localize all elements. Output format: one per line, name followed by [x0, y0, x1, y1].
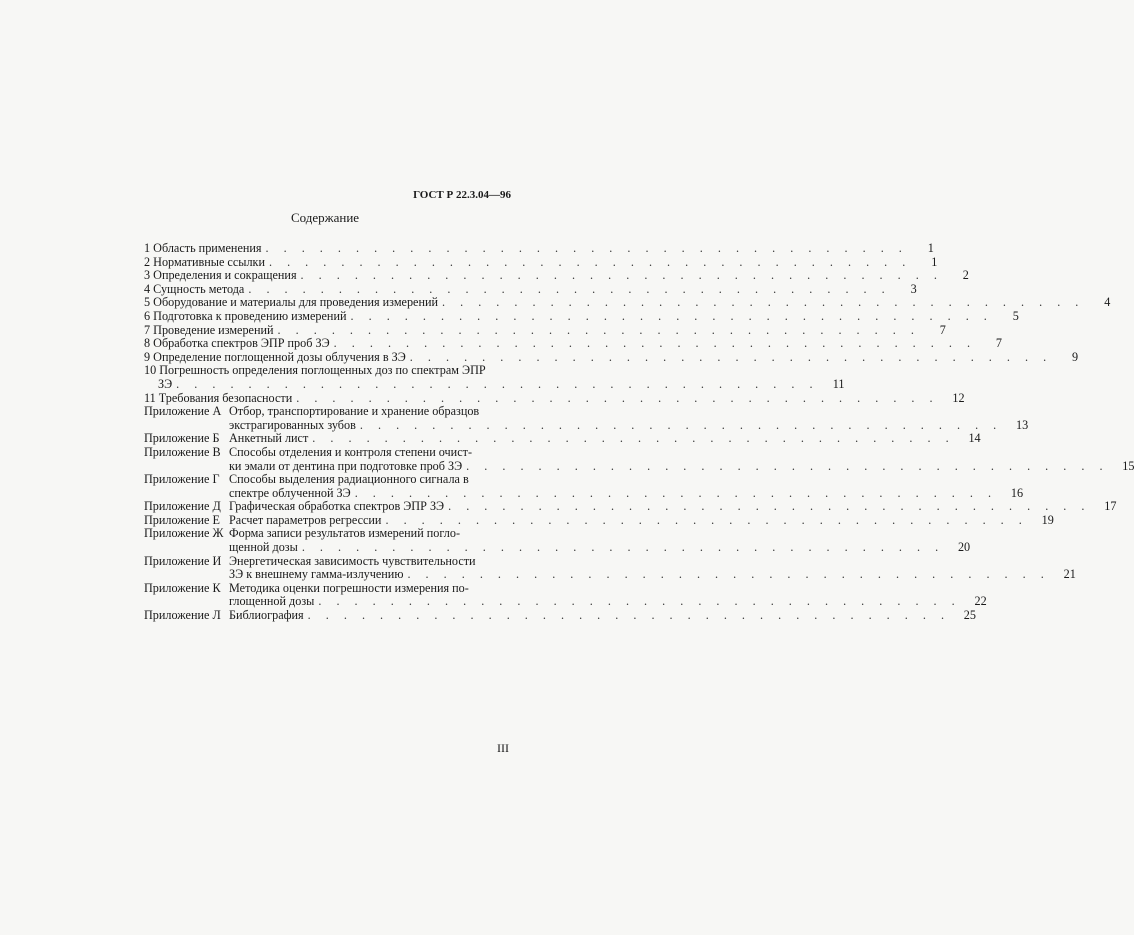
page-title: Содержание: [290, 210, 360, 225]
toc-entry-label: [144, 364, 486, 378]
toc-entry[interactable]: [144, 444, 1134, 473]
toc-entry-text: 8 Обработка спектров ЭПР проб ЗЭ: [144, 336, 330, 351]
toc-page-number: 7: [939, 322, 946, 337]
toc-entry[interactable]: [144, 404, 1029, 432]
leader-dots: . . . . . . . . . . . . . . . . . . . . . . . . . . . . . . . . . . . .: [268, 254, 912, 269]
leader-dots: . . . . . . . . . . . . . . . . . . . . . . . . . . . . . . . . . . . .: [296, 390, 939, 405]
leader-dots: . . . . . . . . . . . . . . . . . . . . . . . . . . . . . . . . . . . .: [176, 376, 819, 391]
appendix-prefix: Приложение Д: [144, 499, 221, 514]
toc-entry-text: Форма записи результатов измерений погло-: [229, 526, 461, 541]
toc-entry-label: [144, 514, 381, 528]
toc-page-number: 12: [952, 390, 965, 405]
leader-dots: . . . . . . . . . . . . . . . . . . . . . . . . . . . . . . . . . . . .: [301, 540, 945, 555]
toc-entry-text: 2 Нормативные ссылки: [144, 254, 265, 269]
toc-entry[interactable]: [144, 608, 976, 623]
toc-entry-text: 7 Проведение измерений: [144, 322, 274, 337]
toc-page-number: 19: [1041, 512, 1054, 527]
toc-page-number: 9: [1072, 349, 1079, 364]
toc-entry-label: [144, 500, 444, 514]
toc-entry-label: [144, 432, 308, 446]
toc-page-number: 7: [995, 336, 1002, 351]
toc-entry[interactable]: [144, 281, 917, 297]
leader-dots: . . . . . . . . . . . . . . . . . . . . . . . . . . . . . . . . . . . .: [448, 499, 1091, 514]
toc-entry[interactable]: [144, 390, 965, 406]
toc-entry[interactable]: [144, 349, 1079, 365]
appendix-prefix: Приложение Ж: [144, 526, 224, 541]
toc-entry-label: [144, 351, 406, 365]
toc-entry-text-continued: глощенной дозы: [229, 594, 315, 609]
toc-entry-label: [144, 555, 476, 569]
leader-dots: . . . . . . . . . . . . . . . . . . . . . . . . . . . . . . . . . . . .: [277, 322, 920, 337]
toc-entry[interactable]: [144, 512, 1054, 528]
toc-entry-text-continued: ки эмали от дентина при подготовке проб ЗЭ: [229, 458, 463, 473]
toc-entry[interactable]: [144, 553, 1076, 582]
toc-entry[interactable]: [144, 322, 946, 338]
leader-dots: . . . . . . . . . . . . . . . . . . . . . . . . . . . . . . . . . . . .: [354, 485, 998, 500]
leader-dots: . . . . . . . . . . . . . . . . . . . . . . . . . . . . . . . . . . . .: [265, 241, 908, 255]
page-number: III: [497, 741, 509, 755]
toc-entry-label: [144, 473, 469, 487]
toc-page-number: 15: [1122, 458, 1134, 473]
toc-entry-text: Отбор, транспортирование и хранение образцов: [229, 404, 480, 419]
leader-dots: . . . . . . . . . . . . . . . . . . . . . . . . . . . . . . . . . . . .: [407, 567, 1050, 582]
toc-entry-text-continued: спектре облученной ЗЭ: [229, 485, 351, 500]
leader-dots: . . . . . . . . . . . . . . . . . . . . . . . . . . . . . . . . . . . .: [248, 281, 891, 296]
toc-entry[interactable]: [144, 580, 987, 609]
toc-entry[interactable]: [144, 526, 971, 555]
appendix-prefix: Приложение Л: [144, 608, 221, 623]
toc-entry-label: [144, 256, 265, 270]
appendix-prefix: Приложение В: [144, 444, 221, 459]
appendix-prefix: Приложение Г: [144, 472, 220, 487]
leader-dots: . . . . . . . . . . . . . . . . . . . . . . . . . . . . . . . . . . . .: [442, 295, 1085, 310]
leader-dots: . . . . . . . . . . . . . . . . . . . . . . . . . . . . . . . . . . . .: [318, 594, 961, 609]
toc-page-number: 14: [968, 431, 981, 446]
toc-entry-text: 3 Определения и сокращения: [144, 268, 297, 283]
toc-entry-label: [144, 337, 330, 351]
appendix-prefix: Приложение И: [144, 553, 222, 568]
toc-page-number: 5: [1012, 308, 1019, 323]
toc-entry[interactable]: [144, 308, 1019, 324]
toc-entry[interactable]: [144, 254, 938, 270]
toc-entry-label: [144, 269, 297, 283]
toc-entry-text: Анкетный лист: [229, 431, 309, 446]
toc-page-number: 16: [1010, 485, 1024, 500]
toc-entry-label: [144, 392, 292, 406]
toc-page-number: 13: [1016, 417, 1029, 432]
leader-dots: . . . . . . . . . . . . . . . . . . . . . . . . . . . . . . . . . . . .: [333, 336, 976, 351]
toc-page-number: 25: [963, 608, 976, 623]
toc-entry[interactable]: [144, 295, 1111, 310]
leader-dots: . . . . . . . . . . . . . . . . . . . . . . . . . . . . . . . . . . . .: [409, 349, 1053, 364]
document-code: ГОСТ Р 22.3.04—96: [413, 189, 511, 201]
toc-page-number: 21: [1063, 567, 1076, 582]
toc-entry-text-continued: ЗЭ к внешнему гамма-излучению: [229, 567, 404, 582]
appendix-prefix: Приложение Е: [144, 512, 220, 527]
toc-entry[interactable]: [144, 336, 1002, 351]
toc-entry-text: Графическая обработка спектров ЭПР ЗЭ: [229, 499, 445, 514]
leader-dots: . . . . . . . . . . . . . . . . . . . . . . . . . . . . . . . . . . . .: [385, 512, 1028, 527]
toc-entry-text: 4 Сущность метода: [144, 281, 245, 296]
toc-entry-label: [144, 405, 479, 419]
toc-entry-label: [144, 296, 438, 310]
leader-dots: . . . . . . . . . . . . . . . . . . . . . . . . . . . . . . . . . . . .: [312, 431, 955, 446]
toc-entry-label: [144, 582, 469, 596]
toc-entry-label: [144, 283, 244, 297]
appendix-prefix: Приложение К: [144, 580, 221, 595]
toc-entry-text-continued: щенной дозы: [229, 540, 298, 555]
toc-page-number: 4: [1104, 295, 1111, 310]
toc-page-number: 1: [927, 241, 934, 255]
toc-entry-text: Расчет параметров регрессии: [229, 512, 382, 527]
toc-entry-label: [144, 242, 262, 256]
toc-entry[interactable]: [144, 472, 1024, 500]
leader-dots: . . . . . . . . . . . . . . . . . . . . . . . . . . . . . . . . . . . .: [350, 308, 993, 323]
toc-entry-text: 5 Оборудование и материалы для проведения измерений: [144, 295, 439, 310]
toc-entry-label: [144, 324, 274, 338]
toc-entry-text: 9 Определение поглощенной дозы облучения в ЗЭ: [144, 349, 406, 364]
appendix-prefix: Приложение А: [144, 404, 222, 419]
toc-entry-text: Библиография: [229, 608, 304, 623]
toc-entry-label: [144, 310, 347, 324]
table-of-contents: [144, 241, 1134, 623]
toc-entry[interactable]: [144, 431, 981, 446]
toc-page-number: 20: [957, 540, 971, 555]
toc-entry-text: Способы отделения и контроля степени очист-: [229, 444, 472, 459]
toc-page-number: 2: [962, 268, 969, 283]
toc-entry-text: Методика оценки погрешности измерения по-: [229, 580, 469, 595]
toc-page-number: 17: [1104, 499, 1117, 514]
appendix-prefix: Приложение Б: [144, 431, 220, 446]
toc-entry-label: [144, 609, 304, 623]
toc-entry-text: 1 Область применения: [144, 241, 262, 255]
toc-page-number: 11: [832, 376, 845, 391]
toc-page-number: 22: [974, 594, 987, 609]
toc-entry-text: 11 Требования безопасности: [144, 390, 293, 405]
toc-entry-label: [144, 446, 472, 460]
toc-page-number: 3: [910, 281, 917, 296]
toc-entry[interactable]: [144, 241, 934, 256]
toc-entry-text: Энергетическая зависимость чувствительности: [229, 553, 476, 568]
toc-entry-text: 6 Подготовка к проведению измерений: [144, 308, 347, 323]
toc-entry-label: [144, 527, 460, 541]
toc-page-number: 1: [931, 254, 938, 269]
toc-entry-text-continued: экстрагированных зубов: [229, 417, 356, 432]
toc-entry-text: Способы выделения радиационного сигнала в: [229, 472, 469, 487]
leader-dots: . . . . . . . . . . . . . . . . . . . . . . . . . . . . . . . . . . . .: [300, 268, 943, 283]
leader-dots: . . . . . . . . . . . . . . . . . . . . . . . . . . . . . . . . . . . .: [359, 417, 1003, 432]
leader-dots: . . . . . . . . . . . . . . . . . . . . . . . . . . . . . . . . . . . .: [307, 608, 950, 623]
toc-entry[interactable]: [144, 363, 845, 391]
leader-dots: . . . . . . . . . . . . . . . . . . . . . . . . . . . . . . . . . . . .: [466, 458, 1109, 473]
toc-entry-text-continued: ЗЭ: [158, 376, 173, 391]
toc-entry[interactable]: [144, 268, 969, 283]
toc-entry-text: 10 Погрешность определения поглощенных доз по спектрам ЭПР: [144, 363, 486, 378]
toc-entry[interactable]: [144, 499, 1117, 514]
